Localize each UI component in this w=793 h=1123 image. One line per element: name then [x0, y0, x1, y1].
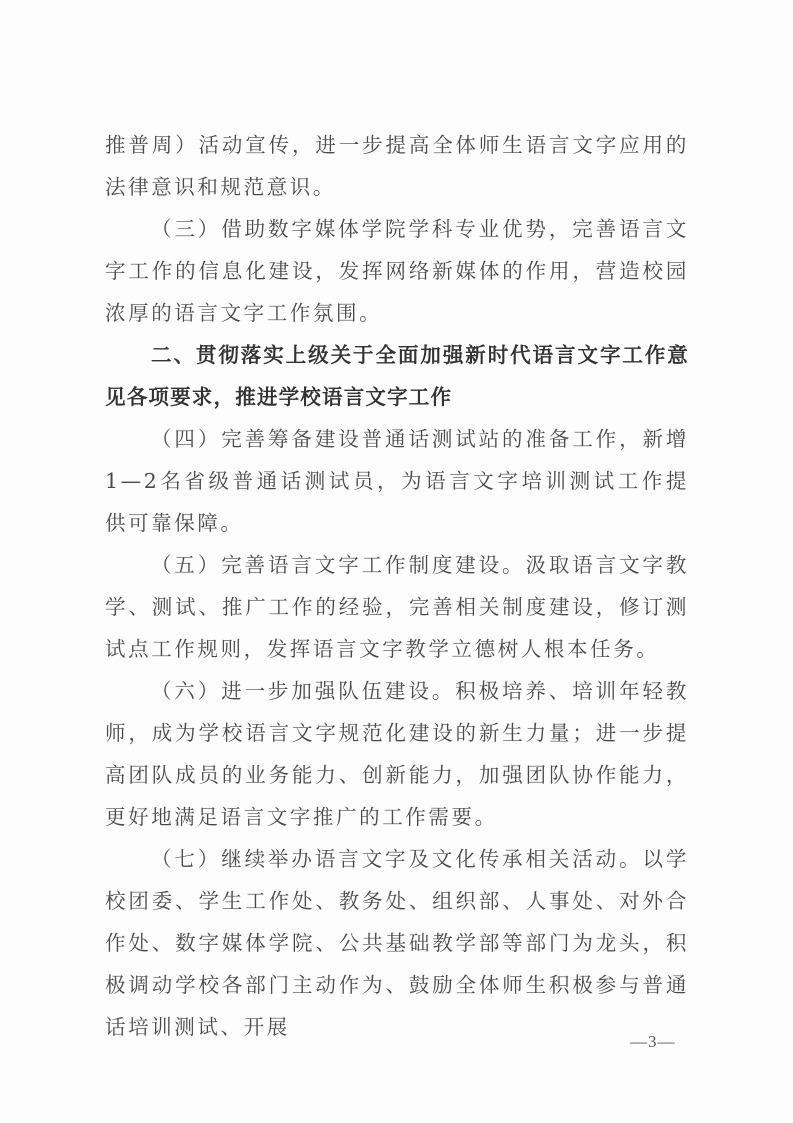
paragraph-item-7: （七）继续举办语言文字及文化传承相关活动。以学校团委、学生工作处、教务处、组织部、人事处、对外合作处、数字媒体学院、公共基础教学部等部门为龙头，积极调动学校各部门主动作为、鼓励全体师生积极参与普通话培训测试、开展 — [105, 847, 689, 1039]
document-body — [105, 124, 689, 1048]
paragraph-item-3: （三）借助数字媒体学院学科专业优势，完善语言文字工作的信息化建设，发挥网络新媒体的作用，营造校园浓厚的语言文字工作氛围。 — [105, 217, 689, 325]
page-number: —3— — [630, 1032, 676, 1051]
paragraph-continuation: 推普周）活动宣传，进一步提高全体师生语言文字应用的法律意识和规范意识。 — [105, 133, 689, 199]
section-heading-2: 二、贯彻落实上级关于全面加强新时代语言文字工作意见各项要求，推进学校语言文字工作 — [105, 343, 689, 409]
paragraph-item-5: （五）完善语言文字工作制度建设。汲取语言文字教学、测试、推广工作的经验，完善相关制度建设，修订测试点工作规则，发挥语言文字教学立德树人根本任务。 — [105, 553, 689, 661]
paragraph-item-6: （六）进一步加强队伍建设。积极培养、培训年轻教师，成为学校语言文字规范化建设的新生力量；进一步提高团队成员的业务能力、创新能力，加强团队协作能力，更好地满足语言文字推广的工作需要。 — [105, 679, 689, 829]
paragraph-item-4: （四）完善筹备建设普通话测试站的准备工作，新增1—2名省级普通话测试员，为语言文字培训测试工作提供可靠保障。 — [105, 427, 689, 535]
